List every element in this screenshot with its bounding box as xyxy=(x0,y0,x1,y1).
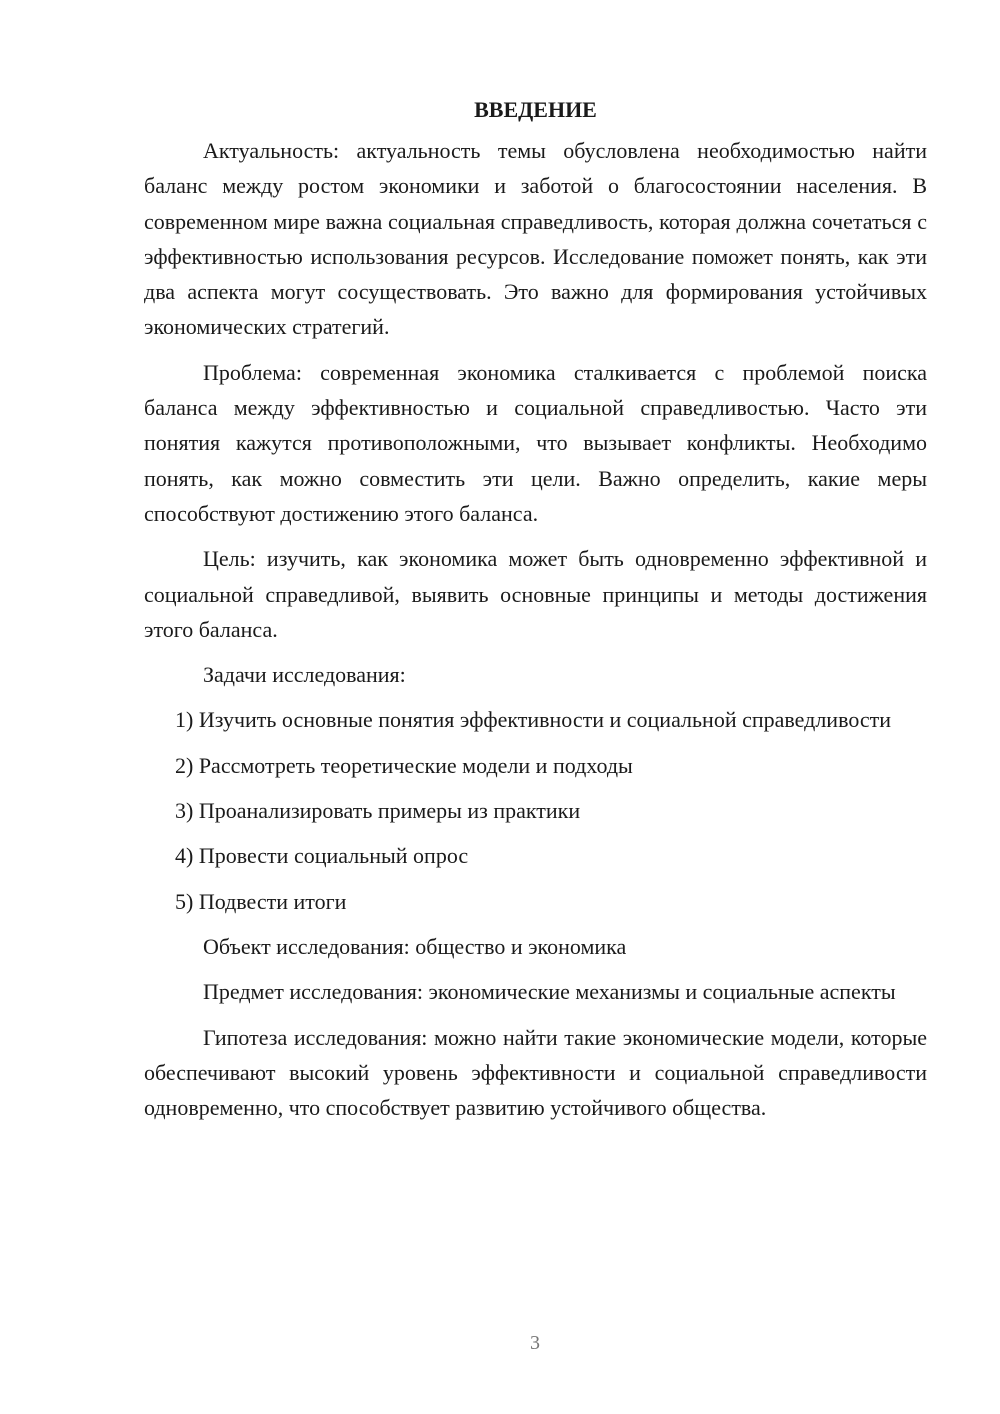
problem-paragraph: Проблема: современная экономика сталкивается с проблемой поиска баланса между эффективностью и социальной справедливостью. Часто эти понятия кажутся противоположными, что вызывает конфликты. Необходимо понять, как можно совместить эти цели. Важно определить, какие меры способствуют достижению этого баланса. xyxy=(144,359,927,526)
task-item-5: 5) Подвести итоги xyxy=(175,888,347,914)
tasks-heading: Задачи исследования: xyxy=(203,662,406,688)
subject-paragraph: Предмет исследования: экономические механизмы и социальные аспекты xyxy=(203,979,896,1005)
task-item-1: 1) Изучить основные понятия эффективности и социальной справедливости xyxy=(175,707,892,733)
page-content xyxy=(144,92,927,1135)
relevance-paragraph: Актуальность: актуальность темы обусловлена необходимостью найти баланс между ростом экономики и заботой о благосостоянии населения. В современном мире важна социальная справедливость, которая должна сочетаться с эффективностью использования ресурсов. Исследование поможет понять, как эти два аспекта могут сосуществовать. Это важно для формирования устойчивых экономических стратегий. xyxy=(144,138,927,340)
object-paragraph: Объект исследования: общество и экономика xyxy=(203,933,627,959)
task-item-2: 2) Рассмотреть теоретические модели и подходы xyxy=(175,752,633,778)
section-title: ВВЕДЕНИЕ xyxy=(474,97,597,122)
goal-paragraph: Цель: изучить, как экономика может быть одновременно эффективной и социальной справедливой, выявить основные принципы и методы достижения этого баланса. xyxy=(144,546,927,642)
task-item-3: 3) Проанализировать примеры из практики xyxy=(175,798,581,824)
page-number: 3 xyxy=(530,1332,540,1354)
task-item-4: 4) Провести социальный опрос xyxy=(175,843,469,869)
hypothesis-paragraph: Гипотеза исследования: можно найти такие экономические модели, которые обеспечивают высокий уровень эффективности и социальной справедливости одновременно, что способствует развитию устойчивого общества. xyxy=(144,1024,927,1121)
